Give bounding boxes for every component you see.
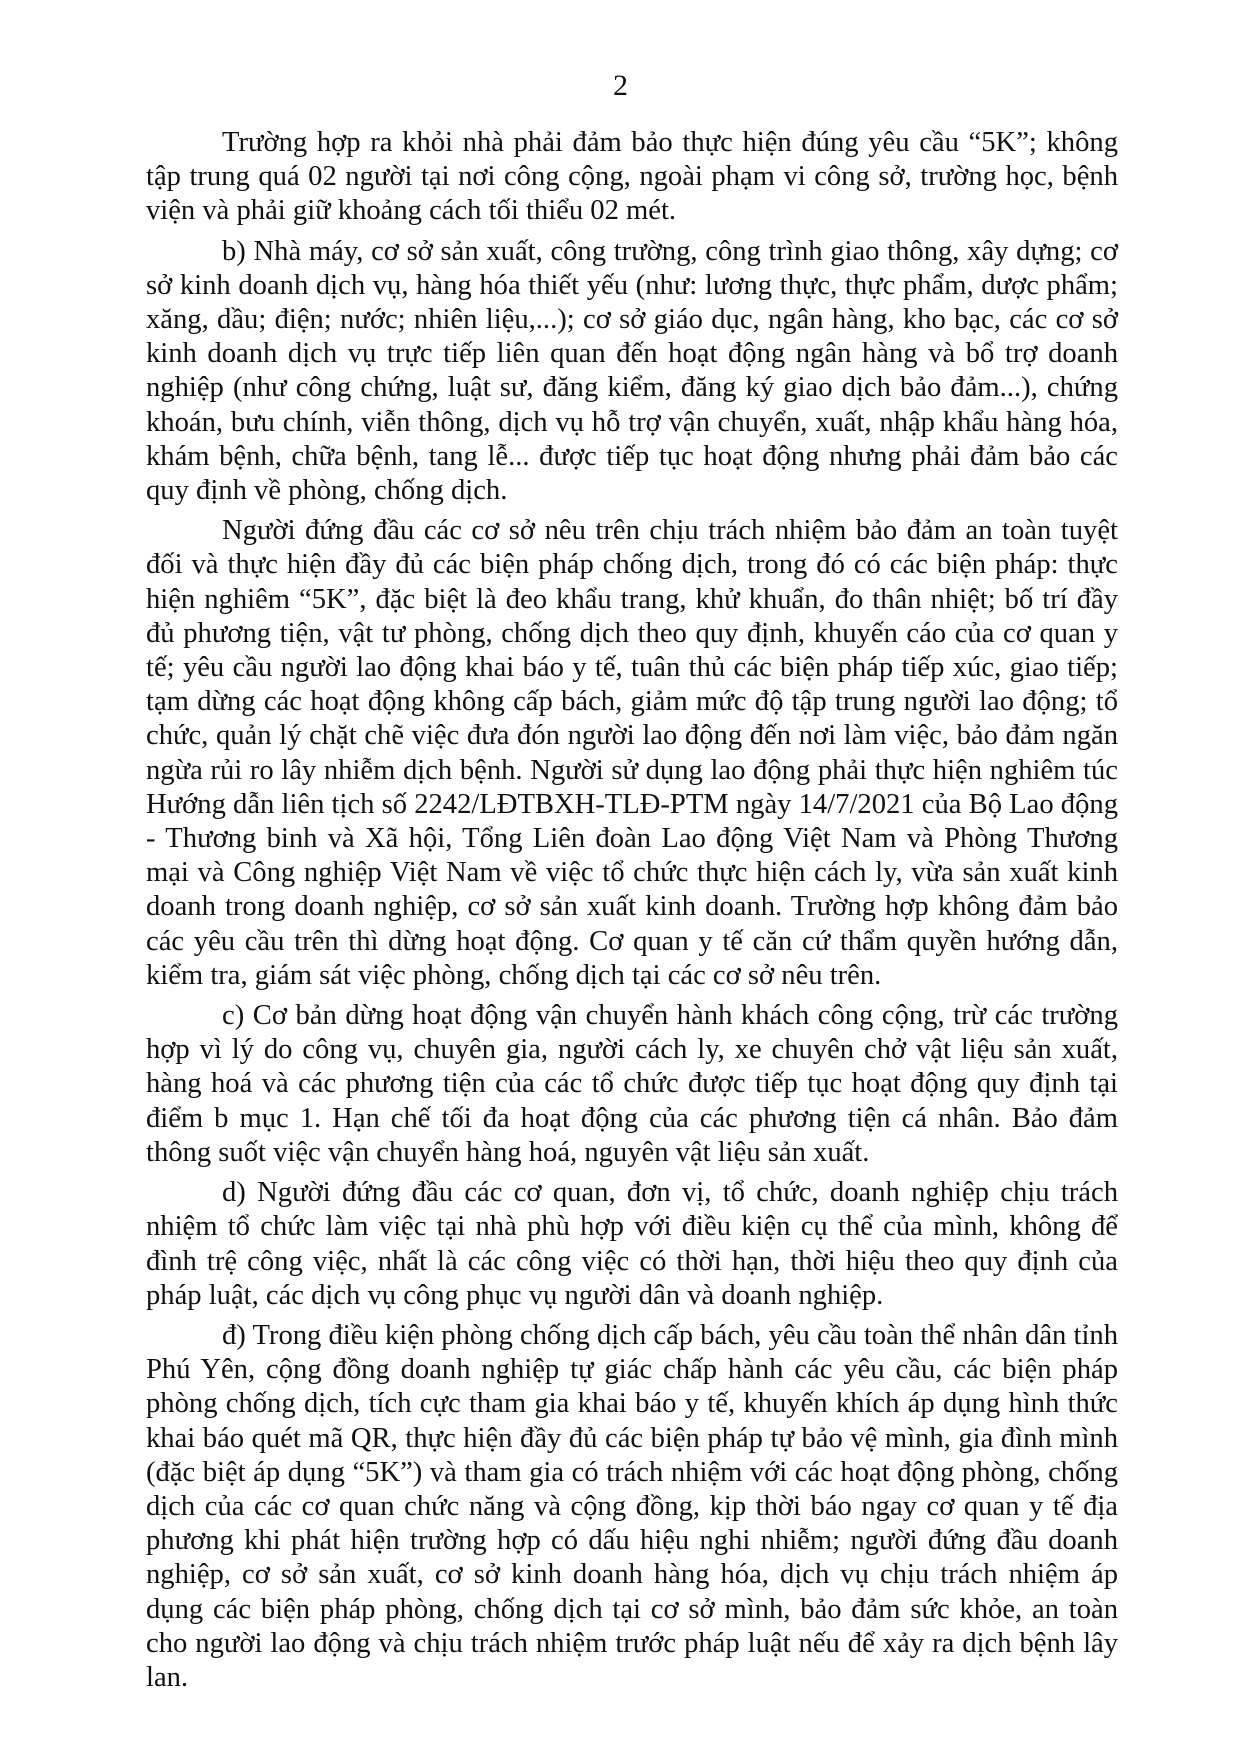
paragraph-outside-home-rule: Trường hợp ra khỏi nhà phải đảm bảo thực hiện đúng yêu cầu “5K”; không tập trung quá 02 người tại nơi công cộng, ngoài phạm vi công sở, trường học, bệnh viện và phải giữ khoảng cách tối thiểu 02 mét. <box>146 127 1118 227</box>
paragraph-c-public-transport: c) Cơ bản dừng hoạt động vận chuyển hành khách công cộng, trừ các trường hợp vì lý do công vụ, chuyên gia, người cách ly, xe chuyên chở vật liệu sản xuất, hàng hoá và các phương tiện của các tổ chức được tiếp tục hoạt động quy định tại điểm b mục 1. Hạn chế tối đa hoạt động của các phương tiện cá nhân. Bảo đảm thông suốt việc vận chuyển hàng hoá, nguyên vật liệu sản xuất. <box>146 1000 1118 1168</box>
paragraph-b-essential-businesses: b) Nhà máy, cơ sở sản xuất, công trường, công trình giao thông, xây dựng; cơ sở kinh doanh dịch vụ, hàng hóa thiết yếu (như: lương thực, thực phẩm, dược phẩm; xăng, dầu; điện; nước; nhiên liệu,...); cơ sở giáo dục, ngân hàng, kho bạc, các cơ sở kinh doanh dịch vụ trực tiếp liên quan đến hoạt động ngân hàng và bổ trợ doanh nghiệp (như công chứng, luật sư, đăng kiểm, đăng ký giao dịch bảo đảm...), chứng khoán, bưu chính, viễn thông, dịch vụ hỗ trợ vận chuyển, xuất, nhập khẩu hàng hóa, khám bệnh, chữa bệnh, tang lễ... được tiếp tục hoạt động nhưng phải đảm bảo các quy định về phòng, chống dịch. <box>146 235 1118 507</box>
page-number: 2 <box>613 69 628 102</box>
document-body <box>146 126 1118 1701</box>
paragraph-heads-of-establishments: Người đứng đầu các cơ sở nêu trên chịu trách nhiệm bảo đảm an toàn tuyệt đối và thực hiện đầy đủ các biện pháp chống dịch, trong đó có các biện pháp: thực hiện nghiêm “5K”, đặc biệt là đeo khẩu trang, khử khuẩn, đo thân nhiệt; bố trí đầy đủ phương tiện, vật tư phòng, chống dịch theo quy định, khuyến cáo của cơ quan y tế; yêu cầu người lao động khai báo y tế, tuân thủ các biện pháp tiếp xúc, giao tiếp; tạm dừng các hoạt động không cấp bách, giảm mức độ tập trung người lao động; tổ chức, quản lý chặt chẽ việc đưa đón người lao động đến nơi làm việc, bảo đảm ngăn ngừa rủi ro lây nhiễm dịch bệnh. Người sử dụng lao động phải thực hiện nghiêm túc Hướng dẫn liên tịch số 2242/LĐTBXH-TLĐ-PTM ngày 14/7/2021 của Bộ Lao động - Thương binh và Xã hội, Tổng Liên đoàn Lao động Việt Nam và Phòng Thương mại và Công nghiệp Việt Nam về việc tổ chức thực hiện cách ly, vừa sản xuất kinh doanh trong doanh nghiệp, cơ sở sản xuất kinh doanh. Trường hợp không đảm bảo các yêu cầu trên thì dừng hoạt động. Cơ quan y tế căn cứ thẩm quyền hướng dẫn, kiểm tra, giám sát việc phòng, chống dịch tại các cơ sở nêu trên. <box>146 515 1118 991</box>
paragraph-d-work-from-home: d) Người đứng đầu các cơ quan, đơn vị, tổ chức, doanh nghiệp chịu trách nhiệm tổ chức làm việc tại nhà phù hợp với điều kiện cụ thể của mình, không để đình trệ công việc, nhất là các công việc có thời hạn, thời hiệu theo quy định của pháp luật, các dịch vụ công phục vụ người dân và doanh nghiệp. <box>146 1177 1118 1311</box>
paragraph-dd-public-compliance: đ) Trong điều kiện phòng chống dịch cấp bách, yêu cầu toàn thể nhân dân tỉnh Phú Yên, cộng đồng doanh nghiệp tự giác chấp hành các yêu cầu, các biện pháp phòng chống dịch, tích cực tham gia khai báo y tế, khuyến khích áp dụng hình thức khai báo quét mã QR, thực hiện đầy đủ các biện pháp tự bảo vệ mình, gia đình mình (đặc biệt áp dụng “5K”) và tham gia có trách nhiệm với các hoạt động phòng, chống dịch của các cơ quan chức năng và cộng đồng, kịp thời báo ngay cơ quan y tế địa phương khi phát hiện trường hợp có dấu hiệu nghi nhiễm; người đứng đầu doanh nghiệp, cơ sở sản xuất, cơ sở kinh doanh hàng hóa, dịch vụ chịu trách nhiệm áp dụng các biện pháp phòng, chống dịch tại cơ sở mình, bảo đảm sức khỏe, an toàn cho người lao động và chịu trách nhiệm trước pháp luật nếu để xảy ra dịch bệnh lây lan. <box>146 1319 1118 1693</box>
